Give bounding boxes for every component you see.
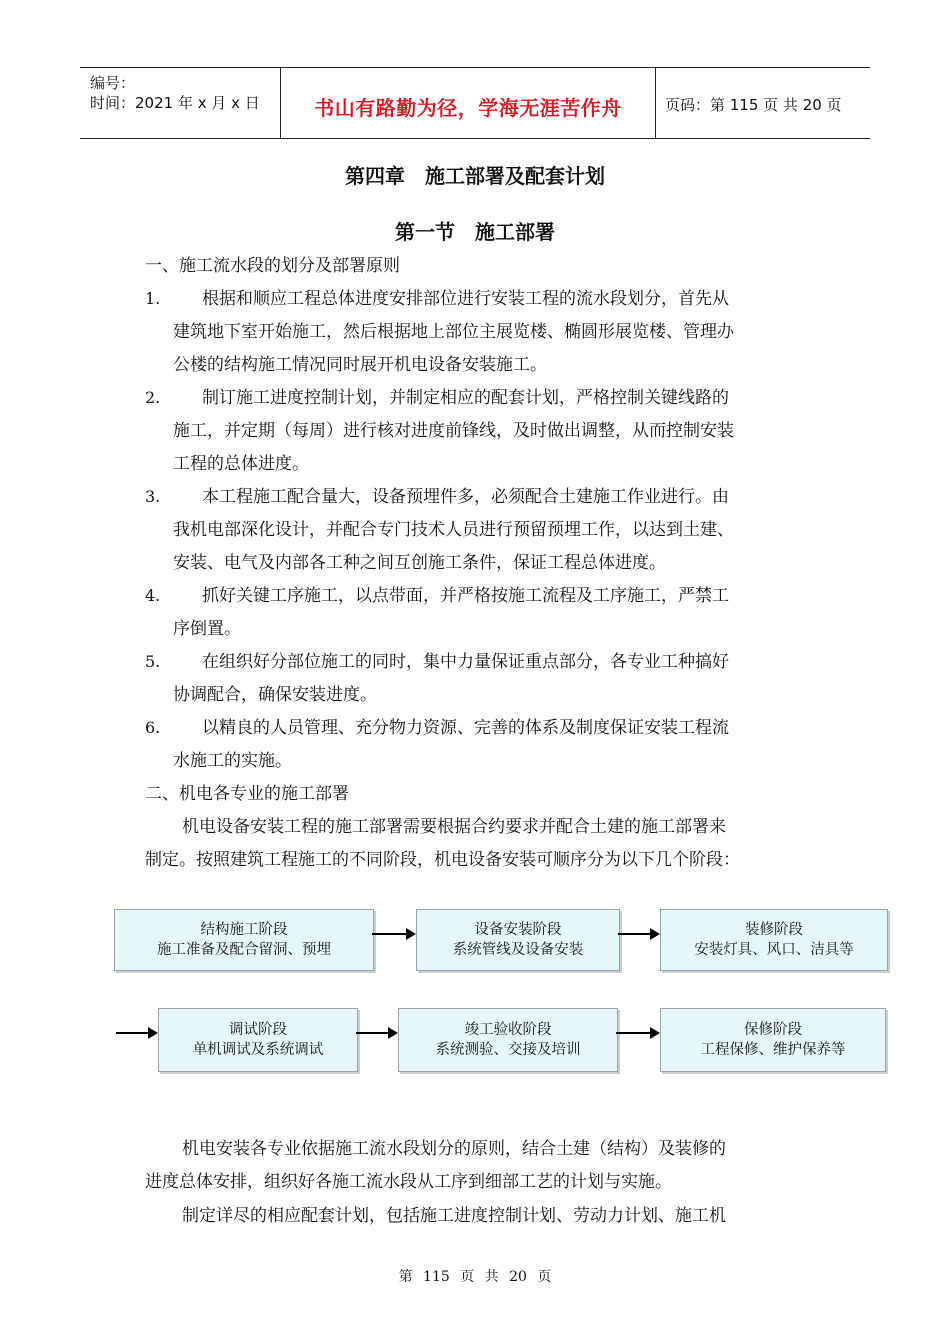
list-item-line: 安装、电气及内部各工种之间互创施工条件，保证工程总体进度。 xyxy=(173,553,666,573)
list-item-line: 公楼的结构施工情况同时展开机电设备安装施工。 xyxy=(173,355,547,375)
header-info-cell xyxy=(80,68,280,138)
section-title: 第一节 施工部署 xyxy=(395,220,555,244)
flow-node-desc: 施工准备及配合留洞、预埋 xyxy=(157,942,331,958)
part2-heading: 二、机电各专业的施工部署 xyxy=(145,784,349,804)
paragraph-line: 机电安装各专业依据施工流水段划分的原则，结合土建（结构）及装修的 xyxy=(182,1139,726,1159)
paragraph-line: 进度总体安排，组织好各施工流水段从工序到细部工艺的计划与实施。 xyxy=(145,1172,672,1192)
flow-node-title: 装修阶段 xyxy=(745,922,803,938)
list-item-line: 水施工的实施。 xyxy=(173,751,292,771)
list-item-line: 根据和顺应工程总体进度安排部位进行安装工程的流水段划分，首先从 xyxy=(202,289,729,309)
list-item-line: 我机电部深化设计，并配合专门技术人员进行预留预埋工作，以达到土建、 xyxy=(173,520,734,540)
list-item-line: 工程的总体进度。 xyxy=(173,454,309,474)
document-number-label: 编号： xyxy=(90,74,136,92)
flow-node-warranty-stage xyxy=(660,1008,886,1072)
list-item-line: 制订施工进度控制计划，并制定相应的配套计划，严格控制关键线路的 xyxy=(202,388,729,408)
list-item-number: 3. xyxy=(145,487,161,506)
flow-arrow xyxy=(356,1032,396,1034)
flow-node-desc: 工程保修、维护保养等 xyxy=(700,1042,846,1058)
list-item-number: 6. xyxy=(145,718,161,737)
flow-node-title: 结构施工阶段 xyxy=(200,922,288,938)
flow-node-title: 竣工验收阶段 xyxy=(464,1022,552,1038)
page-header xyxy=(80,67,870,139)
list-item-line: 建筑地下室开始施工，然后根据地上部位主展览楼、椭圆形展览楼、管理办 xyxy=(173,322,734,342)
flow-arrow xyxy=(116,1032,156,1034)
list-item-line: 在组织好分部位施工的同时，集中力量保证重点部分，各专业工种搞好 xyxy=(202,652,729,672)
list-item-number: 4. xyxy=(145,586,161,605)
paragraph-line: 制定。按照建筑工程施工的不同阶段，机电设备安装可顺序分为以下几个阶段： xyxy=(145,850,740,870)
list-item-number: 1. xyxy=(145,289,161,308)
list-item-line: 本工程施工配合量大，设备预埋件多，必须配合土建施工作业进行。由 xyxy=(202,487,729,507)
flow-node-commissioning-stage xyxy=(158,1008,358,1072)
list-item-line: 序倒置。 xyxy=(173,619,241,639)
flow-node-desc: 单机调试及系统调试 xyxy=(192,1042,324,1058)
header-page-label: 页码：第 115 页 共 20 页 xyxy=(665,96,842,114)
flow-arrow xyxy=(618,933,658,935)
paragraph-line: 机电设备安装工程的施工部署需要根据合约要求并配合土建的施工部署来 xyxy=(182,817,726,837)
header-motto-cell xyxy=(280,68,656,138)
flow-node-desc: 安装灯具、风口、洁具等 xyxy=(694,942,854,958)
list-item-line: 施工，并定期（每周）进行核对进度前锋线，及时做出调整，从而控制安装 xyxy=(173,421,734,441)
flow-arrow xyxy=(372,933,414,935)
paragraph-line: 制定详尽的相应配套计划，包括施工进度控制计划、劳动力计划、施工机 xyxy=(182,1206,726,1226)
header-page-cell xyxy=(655,68,870,138)
flow-node-title: 调试阶段 xyxy=(229,1022,287,1038)
document-time-label: 时间：2021 年 x 月 x 日 xyxy=(90,94,260,112)
flow-node-equipment-stage xyxy=(416,909,620,971)
flow-node-decoration-stage xyxy=(660,909,888,971)
chapter-title: 第四章 施工部署及配套计划 xyxy=(345,164,605,188)
part1-heading: 一、施工流水段的划分及部署原则 xyxy=(145,256,400,276)
motto-text: 书山有路勤为径，学海无涯苦作舟 xyxy=(314,96,622,120)
list-item-line: 抓好关键工序施工，以点带面，并严格按施工流程及工序施工，严禁工 xyxy=(202,586,729,606)
flow-node-structure-stage xyxy=(114,909,374,971)
flow-node-title: 设备安装阶段 xyxy=(474,922,562,938)
list-item-line: 以精良的人员管理、充分物力资源、完善的体系及制度保证安装工程流 xyxy=(202,718,729,738)
list-item-number: 5. xyxy=(145,652,161,671)
list-item-line: 协调配合，确保安装进度。 xyxy=(173,685,377,705)
flow-node-desc: 系统测验、交接及培训 xyxy=(435,1042,581,1058)
flow-node-acceptance-stage xyxy=(398,1008,618,1072)
list-item-number: 2. xyxy=(145,388,161,407)
flow-node-title: 保修阶段 xyxy=(744,1022,802,1038)
flow-arrow xyxy=(616,1032,658,1034)
flow-node-desc: 系统管线及设备安装 xyxy=(452,942,584,958)
page-footer: 第 115 页 共 20 页 xyxy=(398,1269,552,1285)
